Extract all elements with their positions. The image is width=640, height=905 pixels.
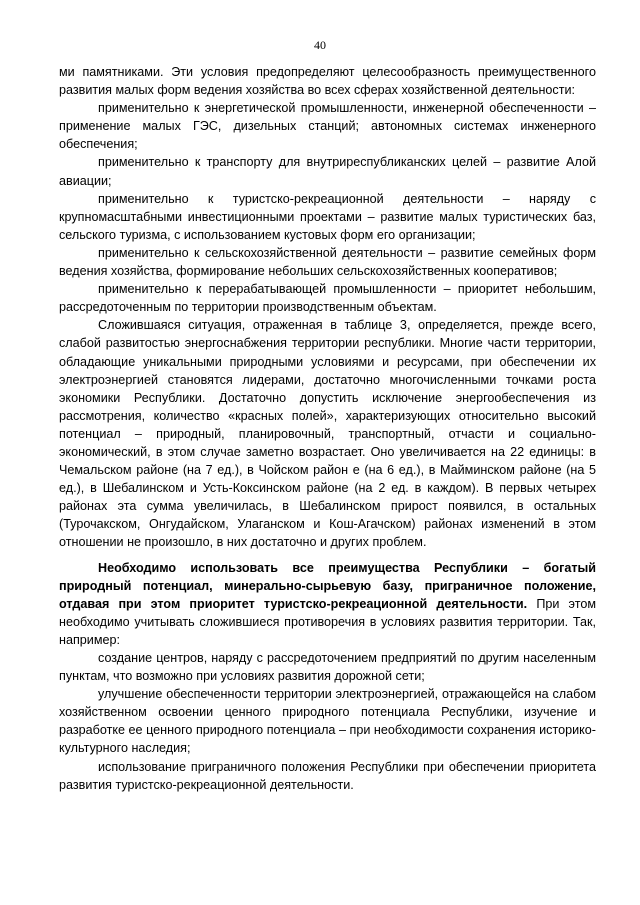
bold-lead: Необходимо использовать все преимущества Республики – богатый природный потенциал, минерально-сырьевую базу, приграничное положение, отдавая при этом приоритет туристско-рекреационной деятельности. bbox=[59, 560, 596, 611]
paragraph-text: использование приграничного положения Республики при обеспечении приоритета развития туристско-рекреационной деятельности. bbox=[59, 759, 596, 792]
paragraph-text: применительно к транспорту для внутриреспубликанских целей – развитие Алой авиации; bbox=[59, 155, 596, 188]
paragraph bbox=[59, 559, 596, 649]
paragraph bbox=[59, 649, 596, 685]
paragraph bbox=[59, 63, 596, 99]
paragraph-text: улучшение обеспеченности территории электроэнергией, отражающейся на слабом хозяйственном освоении ценного природного потенциала Республики, изучение и разработке ее ценного природного потенциала – при необходимости сохранения историко-культурного наследия; bbox=[59, 687, 596, 756]
paragraph-text: Сложившаяся ситуация, отраженная в таблице 3, определяется, прежде всего, слабой развитостью энергоснабжения территории республики. Многие части территории, обладающие уникальными природными условиями и ресурсами, при обеспечении их электроэнергией становятся лидерами, достаточно многочисленными точками роста экономики Республики. Достаточно допустить исключение энергообеспечения из рассмотрения, количество «красных полей», характеризующих относительно высокий потенциал – природный, планировочный, транспортный, отчасти и социально-экономический, в этом случае заметно возрастает. Оно увеличивается на 22 единицы: в Чемальском районе (на 7 ед.), в Чойском район е (на 6 ед.), в Майминском районе (на 5 ед.), в Шебалинском и Усть-Коксинском районе (на 2 ед. в каждом). В первых четырех районах эта сумма увеличилась, в Шебалинском прирост появился, в остальных (Турочакском, Онгудайском, Улаганском и Кош-Агачском) районах изменений в этом отношении не произошло, в них достаточно и других проблем. bbox=[59, 318, 596, 550]
paragraph-text: создание центров, наряду с рассредоточением предприятий по другим населенным пунктам, что возможно при условиях развития дорожной сети; bbox=[59, 651, 596, 684]
paragraph bbox=[59, 190, 596, 244]
paragraph bbox=[59, 758, 596, 794]
document-body bbox=[59, 63, 596, 794]
page-number: 40 bbox=[314, 38, 326, 52]
paragraph-text: ми памятниками. Эти условия предопределяют целесообразность преимущественного развития малых форм ведения хозяйства во всех сферах хозяйственной деятельности: bbox=[59, 65, 596, 98]
paragraph bbox=[59, 153, 596, 189]
paragraph-text: При этом необходимо учитывать сложившиеся противоречия в условиях развития территории. Так, например: bbox=[59, 596, 596, 647]
paragraph-text: применительно к сельскохозяйственной деятельности – развитие семейных форм ведения хозяйства, формирование небольших сельскохозяйственных кооперативов; bbox=[59, 245, 596, 279]
paragraph-text: применительно к энергетической промышленности, инженерной обеспеченности – применение малых ГЭС, дизельных станций; автономных системах инженерного обеспечения; bbox=[59, 101, 596, 152]
paragraph-text: применительно к туристско-рекреационной деятельности – наряду с крупномасштабными инвестиционными проектами – развитие малых туристических баз, сельского туризма, с использованием кустовых форм его организации; bbox=[59, 191, 596, 242]
paragraph bbox=[59, 99, 596, 153]
paragraph bbox=[59, 280, 596, 316]
paragraph bbox=[59, 316, 596, 551]
paragraph-text: применительно к перерабатывающей промышленности – приоритет небольшим, рассредоточенным по территории производственным объектам. bbox=[59, 282, 596, 315]
paragraph bbox=[59, 685, 596, 757]
paragraph bbox=[59, 244, 596, 280]
